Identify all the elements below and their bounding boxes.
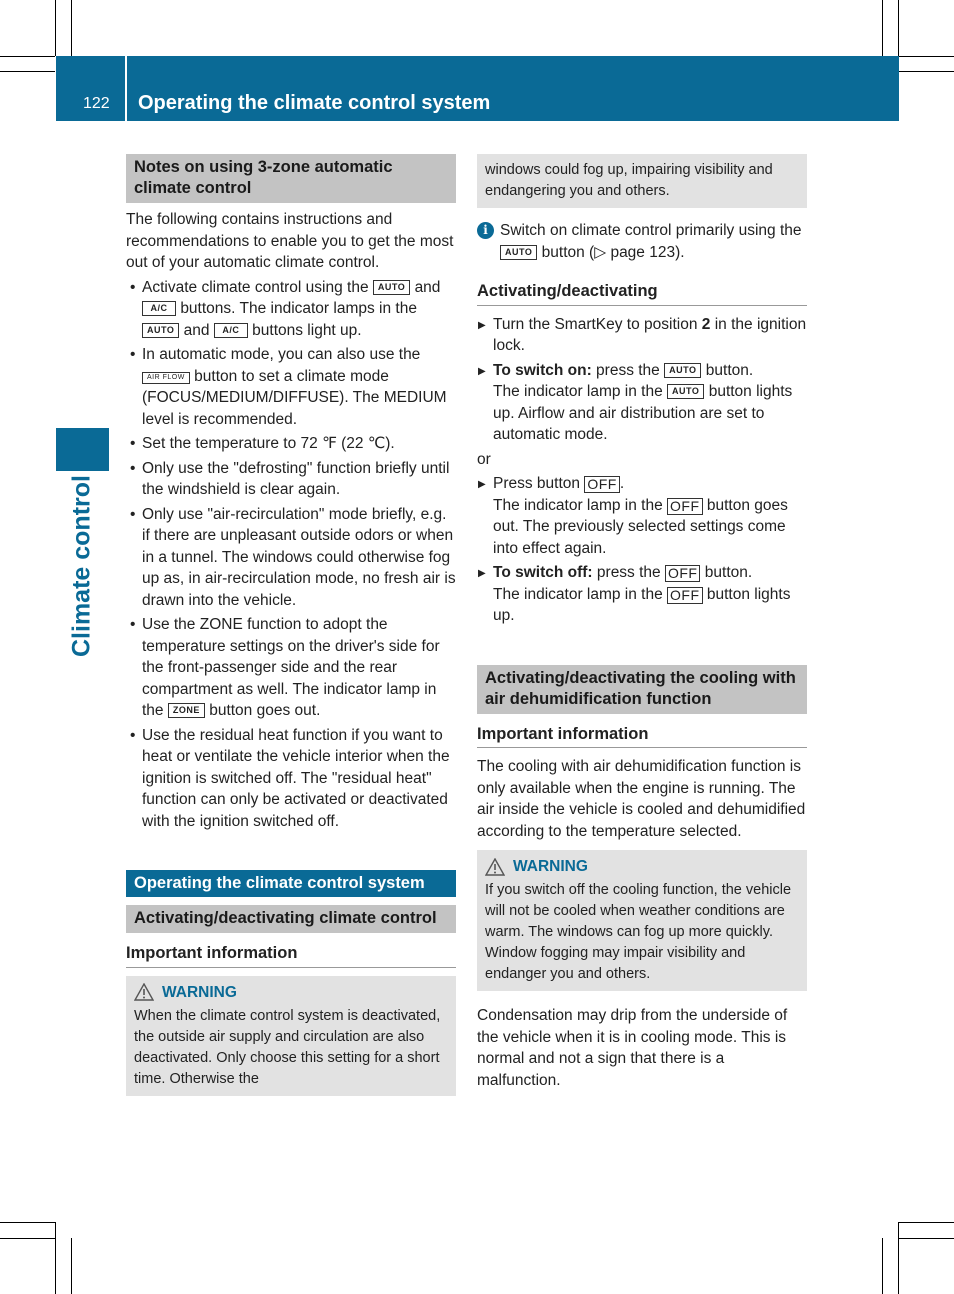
off-button-icon: OFF: [665, 565, 701, 582]
off-button-icon: OFF: [584, 476, 620, 493]
crop-mark: [71, 1238, 72, 1294]
airflow-button-icon: AIR FLOW: [142, 372, 190, 384]
crop-mark: [899, 1238, 954, 1239]
ac-button-icon: A/C: [214, 323, 248, 338]
auto-button-icon: AUTO: [667, 384, 704, 399]
info-icon: i: [477, 222, 494, 239]
warning-box: [477, 850, 807, 991]
or-text: or: [477, 450, 491, 468]
notes-list: [126, 277, 456, 833]
side-tab-label: Climate control: [67, 475, 96, 657]
off-button-icon: OFF: [667, 587, 703, 604]
list-item: • Set the temperature to 72 ℉ (22 ℃).: [126, 433, 456, 455]
info-note: i Switch on climate control primarily using the AUTO button (▷ page 123).: [477, 220, 807, 263]
warning-text: windows could fog up, impairing visibility and endangering you and others.: [485, 162, 773, 199]
page-title: Operating the climate control system: [138, 92, 491, 114]
right-column: [477, 154, 807, 1091]
crop-mark: [899, 71, 954, 72]
crop-mark: [898, 1222, 899, 1294]
step-item: ▶ To switch on: press the AUTO button. The indicator lamp in the AUTO button lights up. Airflow and air distribution are set to automatic mode.: [477, 360, 807, 446]
page-number: 122: [83, 95, 110, 112]
steps-list: [477, 314, 807, 446]
header-divider: [125, 56, 127, 121]
warning-box: [126, 976, 456, 1096]
cooling-text: The cooling with air dehumidification function is only available when the engine is running. The air inside the vehicle is cooled and dehumidified according to the temperature selected.: [477, 758, 806, 840]
zone-button-icon: ZONE: [168, 703, 205, 718]
crop-mark: [882, 1238, 883, 1294]
list-item: • In automatic mode, you can also use the AIR FLOW button to set a climate mode (FOCUS/MEDIUM/DIFFUSE). The MEDIUM level is recommended.: [126, 344, 456, 430]
left-column: [126, 154, 456, 1096]
list-item: • Use the residual heat function if you want to heat or ventilate the vehicle interior when the ignition is switched off. The "residual heat" function can only be activated or deactivated with the ignition switched off.: [126, 725, 456, 833]
warning-text: When the climate control system is deactivated, the outside air supply and circulation are also deactivated. Only choose this setting for a short time. Otherwise the: [134, 1007, 441, 1087]
warning-title: WARNING: [485, 856, 799, 877]
warning-title: WARNING: [134, 982, 448, 1003]
off-button-icon: OFF: [667, 498, 703, 515]
crop-mark: [899, 56, 954, 57]
list-item: • Only use "air-recirculation" mode briefly, e.g. if there are unpleasant outside odors or when in a tunnel. The windows could otherwise fog up as, in air-recirculation mode, no fresh air is drawn into the vehicle.: [126, 504, 456, 612]
step-item: ▶ Press button OFF . The indicator lamp in the OFF button goes out. The previously selected settings come into effect again.: [477, 473, 807, 559]
crop-mark: [0, 71, 55, 72]
warning-text: If you switch off the cooling function, the vehicle will not be cooled when weather conditions are warm. The windows can fog up more quickly. Window fogging may impair visibility and endanger you and others.: [485, 882, 792, 982]
notes-heading: Notes on using 3-zone automatic climate control: [126, 154, 456, 203]
notes-intro: The following contains instructions and recommendations to enable you to get the most out of your automatic climate control.: [126, 211, 454, 271]
auto-button-icon: AUTO: [500, 245, 537, 260]
cooling-heading: Activating/deactivating the cooling with air dehumidification function: [477, 665, 807, 714]
step-item: ▶ To switch off: press the OFF button. The indicator lamp in the OFF button lights up.: [477, 562, 807, 627]
activating-heading: Activating/deactivating: [477, 281, 807, 306]
list-item: • Activate climate control using the AUTO and A/C buttons. The indicator lamps in the AUTO and A/C buttons light up.: [126, 277, 456, 342]
warning-triangle-icon: [134, 983, 154, 1001]
auto-button-icon: AUTO: [664, 363, 701, 378]
warning-box-continued: [477, 154, 807, 208]
crop-mark: [0, 56, 55, 57]
step-item: ▶ Turn the SmartKey to position 2 in the ignition lock.: [477, 314, 807, 357]
warning-triangle-icon: [485, 858, 505, 876]
list-item: • Only use the "defrosting" function briefly until the windshield is clear again.: [126, 458, 456, 501]
crop-mark: [898, 0, 899, 56]
crop-mark: [0, 1238, 55, 1239]
side-tab: [56, 428, 109, 471]
crop-mark: [0, 1222, 55, 1223]
important-info-heading: Important information: [126, 943, 456, 968]
steps-list: [477, 473, 807, 627]
crop-mark: [882, 0, 883, 56]
page-header: [56, 56, 899, 121]
crop-mark: [899, 1222, 954, 1223]
crop-mark: [71, 0, 72, 56]
important-info-heading: Important information: [477, 724, 807, 749]
crop-mark: [55, 0, 56, 56]
ac-button-icon: A/C: [142, 301, 176, 316]
auto-button-icon: AUTO: [373, 280, 410, 295]
auto-button-icon: AUTO: [142, 323, 179, 338]
condensation-text: Condensation may drip from the underside of the vehicle when it is in cooling mode. This is normal and not a sign that there is a malfunction.: [477, 1007, 788, 1089]
subsection-heading: Activating/deactivating climate control: [126, 905, 456, 933]
section-heading: Operating the climate control system: [126, 870, 456, 897]
crop-mark: [55, 1222, 56, 1294]
list-item: • Use the ZONE function to adopt the temperature settings on the driver's side for the front-passenger side and the rear compartment as well. The indicator lamp in the ZONE button goes out.: [126, 614, 456, 722]
